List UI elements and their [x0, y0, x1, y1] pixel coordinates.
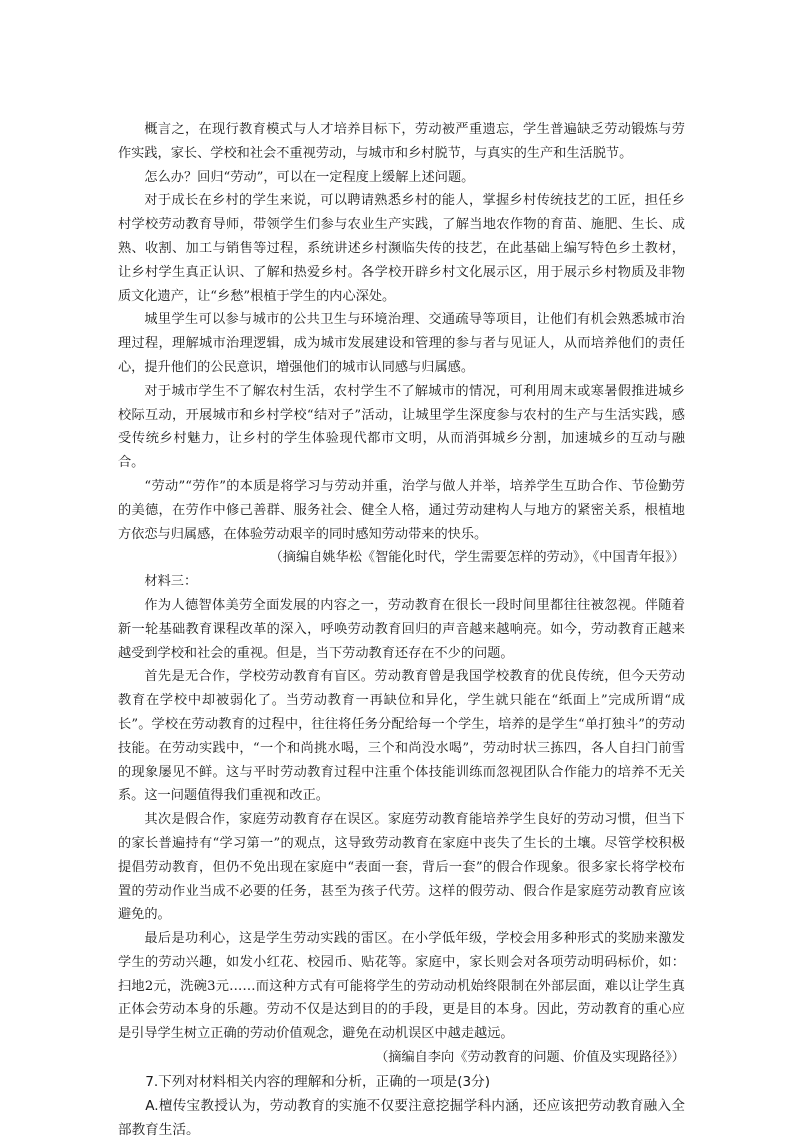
paragraph: 对于成长在乡村的学生来说，可以聘请熟悉乡村的能人，掌握乡村传统技艺的工匠，担任乡村学校劳动教育导师，带领学生们参与农业生产实践，了解当地农作物的育苗、施肥、生长、成熟、收割、加工与销售等过程，系统讲述乡村濒临失传的技艺，在此基础上编写特色乡土教材，让乡村学生真正认识、了解和热爱乡村。各学校开辟乡村文化展示区，用于展示乡村物质及非物质文化遗产，让“乡愁”根植于学生的内心深处。 [118, 193, 685, 304]
source-citation: （摘编自李向《劳动教育的问题、价值及实现路径》） [375, 1050, 685, 1066]
source-citation: （摘编自姚华松《智能化时代，学生需要怎样的劳动》，《中国青年报》） [269, 550, 685, 566]
paragraph: “劳动”“劳作”的本质是将学习与劳动并重，治学与做人并举，培养学生互助合作、节俭勤劳的美德，在劳作中修己善群、服务社会、健全人格，通过劳动建构人与地方的紧密关系，根植地方依恋与归属感，在体验劳动艰辛的同时感知劳动带来的快乐。 [118, 478, 685, 542]
paragraph: 其次是假合作，家庭劳动教育存在误区。家庭劳动教育能培养学生良好的劳动习惯，但当下的家长普遍持有“学习第一”的观点，这导致劳动教育在家庭中丧失了生长的土壤。尽管学校积极提倡劳动教育，但仍不免出现在家庭中“表面一套，背后一套”的假合作现象。很多家长将学校布置的劳动作业当成不必要的任务，甚至为孩子代劳。这样的假劳动、假合作是家庭劳动教育应该避免的。 [118, 812, 685, 923]
paragraph: 对于城市学生不了解农村生活，农村学生不了解城市的情况，可利用周末或寒暑假推进城乡校际互动，开展城市和乡村学校“结对子”活动，让城里学生深度参与农村的生产与生活实践，感受传统乡村魅力，让乡村的学生体验现代都市文明，从而消弭城乡分割，加速城乡的互动与融合。 [118, 383, 685, 471]
question-option-a: A.檀传宝教授认为，劳动教育的实施不仅要注意挖掘学科内涵，还应该把劳动教育融入全部教育生活。 [118, 1097, 685, 1138]
paragraph: 最后是功利心，这是学生劳动实践的雷区。在小学低年级，学校会用多种形式的奖励来激发学生的劳动兴趣，如发小红花、校园币、贴花等。家庭中，家长则会对各项劳动明码标价，如：扫地2元，洗碗3元……而这种方式有可能将学生的劳动动机始终限制在外部层面，难以让学生真正体会劳动本身的乐趣。劳动不仅是达到目的的手段，更是目的本身。因此，劳动教育的重心应是引导学生树立正确的劳动价值观念，避免在动机误区中越走越远。 [118, 931, 685, 1042]
paragraph: 概言之，在现行教育模式与人才培养目标下，劳动被严重遗忘，学生普遍缺乏劳动锻炼与劳作实践，家长、学校和社会不重视劳动，与城市和乡村脱节，与真实的生产和生活脱节。 [118, 122, 685, 161]
question-stem: 7.下列对材料相关内容的理解和分析，正确的一项是(3分) [145, 1073, 491, 1090]
paragraph: 作为人德智体美劳全面发展的内容之一，劳动教育在很长一段时间里都往往被忽视。伴随着新一轮基础教育课程改革的深入，呼唤劳动教育回归的声音越来越响亮。如今，劳动教育正越来越受到学校和社会的重视。但是，当下劳动教育还存在不少的问题。 [118, 597, 685, 661]
paragraph: 首先是无合作，学校劳动教育有盲区。劳动教育曾是我国学校教育的优良传统，但今天劳动教育在学校中却被弱化了。当劳动教育一再缺位和异化，学生就只能在“纸面上”完成所谓“成长”。学校在劳动教育的过程中，往往将任务分配给每一个学生，培养的是学生“单打独斗”的劳动技能。在劳动实践中，“一个和尚挑水喝，三个和尚没水喝”，劳动时状三拣四，各人自扫门前雪的现象屡见不鲜。这与平时劳动教育过程中注重个体技能训练而忽视团队合作能力的培养不无关系。这一问题值得我们重视和改正。 [118, 669, 685, 804]
paragraph: 怎么办？回归“劳动”，可以在一定程度上缓解上述问题。 [144, 169, 475, 185]
material-label: 材料三： [144, 574, 198, 590]
paragraph: 城里学生可以参与城市的公共卫生与环境治理、交通疏导等项目，让他们有机会熟悉城市治理过程，理解城市治理逻辑，成为城市发展建设和管理的参与者与见证人，从而培养他们的责任心，提升他们的公民意识，增强他们的城市认同感与归属感。 [118, 312, 685, 375]
article-body [118, 118, 685, 1142]
